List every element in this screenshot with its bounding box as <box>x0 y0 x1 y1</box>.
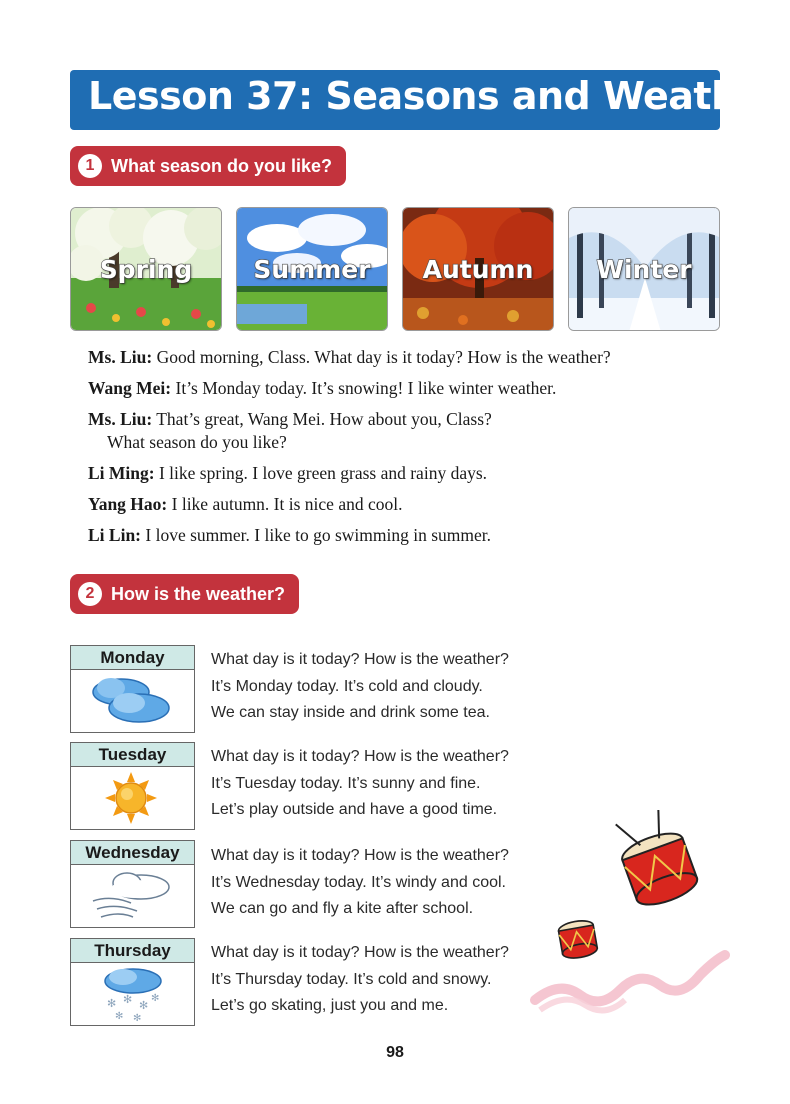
season-label-winter: Winter <box>596 255 692 284</box>
speaker: Wang Mei: <box>88 378 172 398</box>
season-card-winter <box>568 207 720 331</box>
day-label: Tuesday <box>71 743 194 767</box>
weather-text-monday <box>211 647 509 727</box>
dialogue-line <box>88 463 487 484</box>
weather-text-thursday <box>211 940 509 1020</box>
weather-text-wednesday <box>211 843 509 923</box>
day-box-wednesday <box>70 840 195 928</box>
text-line: What day is it today? How is the weather? <box>211 748 509 765</box>
season-card-autumn <box>402 207 554 331</box>
text-line: Let’s go skating, just you and me. <box>211 997 449 1014</box>
snow-icon <box>71 963 194 1025</box>
text-line: It’s Monday today. It’s cold and cloudy. <box>211 677 483 695</box>
day-label: Thursday <box>71 939 194 963</box>
season-card-summer <box>236 207 388 331</box>
speaker: Ms. Liu: <box>88 347 153 367</box>
day-box-tuesday <box>70 742 195 830</box>
speaker: Li Lin: <box>88 525 142 545</box>
svg-text:✻: ✻ <box>123 993 133 1006</box>
cloud-icon <box>71 670 194 732</box>
svg-text:✻: ✻ <box>107 997 117 1010</box>
text-line: We can go and fly a kite after school. <box>211 900 474 917</box>
section-1-header <box>70 146 346 186</box>
text-line: It’s Tuesday today. It’s sunny and fine. <box>211 774 481 792</box>
lesson-title-bar <box>70 70 782 130</box>
section-2-header <box>70 574 299 614</box>
section-1-label: What season do you like? <box>111 155 333 176</box>
svg-text:✻: ✻ <box>139 999 149 1012</box>
page-number: 98 <box>386 1044 404 1061</box>
dialogue-text: That’s great, Wang Mei. How about you, Class? <box>152 409 492 429</box>
svg-text:✻: ✻ <box>133 1013 142 1024</box>
dialogue-text: I like autumn. It is nice and cool. <box>167 494 403 514</box>
dialogue-text: I love summer. I like to go swimming in summer. <box>141 525 491 545</box>
speaker: Ms. Liu: <box>88 409 153 429</box>
speaker: Li Ming: <box>88 463 155 483</box>
sun-icon <box>71 767 194 829</box>
dialogue-line <box>88 494 402 515</box>
svg-text:✻: ✻ <box>115 1011 124 1022</box>
svg-text:✻: ✻ <box>151 993 160 1004</box>
dialogue-line <box>88 409 492 430</box>
weather-text-tuesday <box>211 744 509 824</box>
day-box-monday <box>70 645 195 733</box>
season-label-autumn: Autumn <box>422 255 534 284</box>
text-line: Let’s play outside and have a good time. <box>211 801 498 818</box>
dialogue-text: Good morning, Class. What day is it today? How is the weather? <box>152 347 611 367</box>
wind-icon <box>71 865 194 927</box>
dialogue-line <box>88 347 611 368</box>
dialogue-text: It’s Monday today. It’s snowing! I like winter weather. <box>171 378 557 398</box>
text-line: What day is it today? How is the weather? <box>211 847 509 864</box>
lesson-title: Lesson 37: Seasons and Weather <box>88 74 782 118</box>
day-box-thursday <box>70 938 195 1026</box>
dialogue-line <box>88 525 491 546</box>
dialogue-line <box>88 378 556 399</box>
text-line: We can stay inside and drink some tea. <box>211 704 490 721</box>
season-label-summer: Summer <box>253 255 371 284</box>
text-line: What day is it today? How is the weather? <box>211 944 509 961</box>
section-1-number: 1 <box>78 154 102 178</box>
section-2-number: 2 <box>78 582 102 606</box>
drums-illustration <box>530 810 730 1020</box>
section-2-label: How is the weather? <box>111 583 286 604</box>
dialogue-text: I like spring. I love green grass and rainy days. <box>154 463 488 483</box>
dialogue-continuation: What season do you like? <box>107 432 287 452</box>
text-line: It’s Wednesday today. It’s windy and cool. <box>211 873 506 891</box>
text-line: It’s Thursday today. It’s cold and snowy. <box>211 970 492 988</box>
day-label: Wednesday <box>71 841 194 865</box>
day-label: Monday <box>71 646 194 670</box>
season-card-spring <box>70 207 222 331</box>
speaker: Yang Hao: <box>88 494 168 514</box>
season-label-spring: Spring <box>99 255 193 284</box>
text-line: What day is it today? How is the weather? <box>211 651 509 668</box>
